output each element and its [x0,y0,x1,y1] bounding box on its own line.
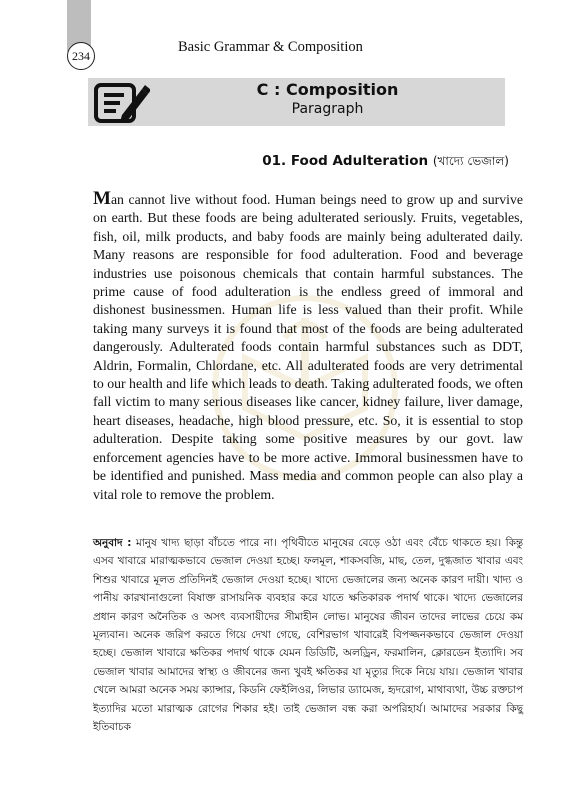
banner-subtitle: Paragraph [291,101,364,117]
paragraph-title [262,153,509,173]
banner-title: C : Composition [256,80,399,99]
translation-text: মানুষ খাদ্য ছাড়া বাঁচতে পারে না। পৃথিবীতে মানুষের বেড়ে ওঠা এবং বেঁচে থাকতে হয়। কিন্তু এসব খাবারে মারাত্মকভাবে ভেজাল দেওয়া হচ্ছে। ফলমূল, শাকসবজি, মাছ, তেল, দুগ্ধজাত খাবার এবং শিশুর খাবারে মূলত প্রতিদিনই ভেজাল দেওয়া হচ্ছে। খাদ্যে ভেজালের জন্য অনেক কারণ দায়ী। খাদ্য ও পানীয় কারখানাগুলো বিষাক্ত রাসায়নিক ব্যবহার করে যাতে ক্ষতিকারক পদার্থ থাকে। খাদ্যে ভেজালের প্রধান কারণ অনৈতিক ও অসৎ ব্যবসায়ীদের সীমাহীন লোভ। মানুষের জীবন তাদের লাভের চেয়ে কম মূল্যবান। অনেক জরিপ করতে গিয়ে দেখা গেছে, বেশিরভাগ খাবারেই বিপজ্জনকভাবে ভেজাল দেওয়া হচ্ছে। ভেজাল খাবারে ক্ষতিকর পদার্থ থাকে যেমন ডিডিটি, অলড্রিন, ফরমালিন, ক্লোরডেন ইত্যাদি। সব ভেজাল খাবার আমাদের স্বাস্থ্য ও জীবনের জন্য খুবই ক্ষতিকর যা মৃত্যুর দিকে নিয়ে যায়। ভেজাল খাবার খেলে আমরা অনেক সময় ক্যান্সার, কিডনি ফেইলিওর, লিভার ড্যামেজ, হৃদরোগ, মাথাব্যথা, উচ্চ রক্তচাপ ইত্যাদির মতো মারাত্মক রোগের শিকার হই। তাই ভেজাল বন্ধ করা অপরিহার্য। আমাদের সরকার কিছু ইতিবাচক [93,537,523,734]
paragraph-bangla-title: (খাদ্যে ভেজাল) [432,154,509,168]
paragraph-text: an cannot live without food. Human beings need to grow up and survive on earth. But these foods are being adulterated seriously. Fruits, vegetables, fish, oil, milk products, and baby foods are mainly being adulterated daily. Many reasons are responsible for food adulteration. Food and beverage industries use poisonous chemicals that contain harmful substances. The prime cause of food adulteration is the endless greed of immoral and dishonest businessmen. Human life is less valued than their profit. While taking many surveys it is found that most of the foods are being adulterated dangerously. Adulterated foods contain harmful substances such as DDT, Aldrin, Formalin, Chlordane, etc. All adulterated foods are very detrimental to our health and life which leads to death. Taking adulterated foods, we often fall victim to many serious diseases like cancer, kidney failure, liver damage, heart diseases, headache, high blood pressure, etc. So, it is essential to stop adulteration. Despite taking some positive measures by our govt. law enforcement agencies have to be more active. Immoral businessmen have to be identified and punished. Mass media and common people can also play a vital role to remove the problem. [93,192,523,502]
note-edit-icon [92,75,150,127]
paragraph-number-title: 01. Food Adulteration [262,153,429,169]
translation-block [93,534,523,736]
translation-label: অনুবাদ : [93,537,132,549]
running-title: Basic Grammar & Composition [178,39,363,55]
paragraph-body [93,190,523,504]
drop-cap: M [93,188,111,209]
page-number: 234 [67,42,95,70]
